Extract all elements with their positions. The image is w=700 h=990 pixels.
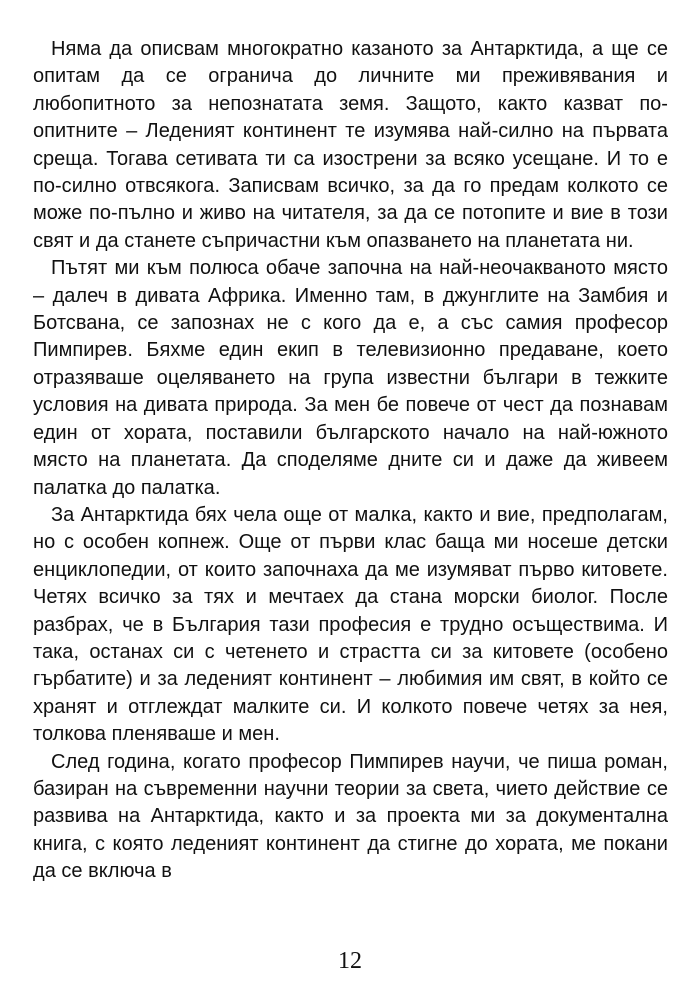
page-number: 12 bbox=[338, 948, 362, 974]
paragraph-4: След година, когато професор Пимпирев научи, че пиша роман, базиран на съвременни научни теории за света, чието действие се развива на Антарктида, както и за проекта ми за документална книга, с която леденият континент да стигне до хората, ме покани да се включа в bbox=[33, 750, 668, 883]
body-text bbox=[33, 36, 668, 886]
paragraph-1: Няма да описвам многократно казаното за Антарктида, а ще се опитам да се огранича до личните ми преживявания и любопитното за непознатата земя. Защото, както казват по-опитните – Леденият континент те изумява най-силно на първата среща. Тогава сетивата ти са изострени за всяко усещане. И то е по-силно отвсякога. Записвам всичко, за да го предам колкото се може по-пълно и живо на читателя, за да се потопите и вие в този свят и да станете съпричастни към опазването на планетата ни. bbox=[33, 38, 668, 252]
paragraph-2: Пътят ми към полюса обаче започна на най-неочакваното място – далеч в дивата Африка. Именно там, в джунглите на Замбия и Ботсвана, се запознах не с кого да е, а със самия професор Пимпирев. Бяхме един екип в телевизионно предаване, което отразяваше оцеляването на група известни българи в тежките условия на дивата природа. За мен бе повече от чест да познавам един от хората, поставили българското начало на най-южното място на планетата. Да споделяме дните си и даже да живеем палатка до палатка. bbox=[33, 257, 668, 499]
paragraph-3: За Антарктида бях чела още от малка, както и вие, предполагам, но с особен копнеж. Още от първи клас баща ми носеше детски енциклопедии, от които започнаха да ме изумяват първо китовете. Четях всичко за тях и мечтаех да стана морски биолог. После разбрах, че в България тази професия е трудно осъществима. И така, останах си с четенето и страстта си за китовете (особено гърбатите) и за леденият континент – любимия им свят, в който се хранят и отглеждат малките си. И колкото повече четях за нея, толкова пленяваше и мен. bbox=[33, 503, 668, 746]
